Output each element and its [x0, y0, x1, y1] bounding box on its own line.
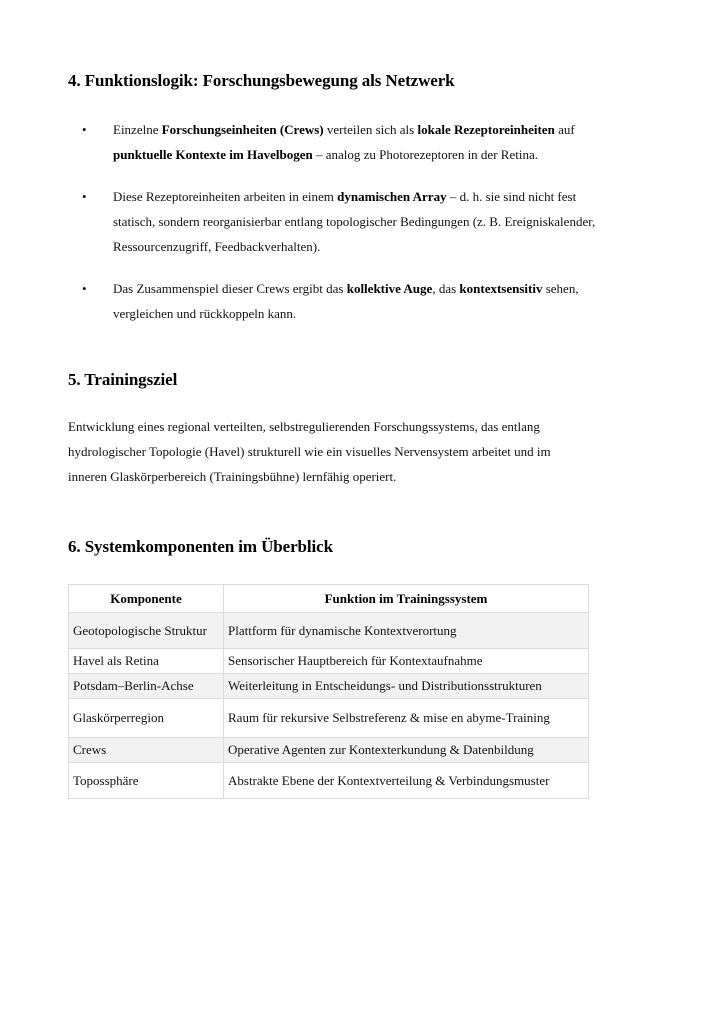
bullet-line: [113, 117, 674, 142]
bullet-line: [113, 209, 674, 234]
cell-komponente: Topossphäre: [69, 763, 224, 799]
paragraph-line: inneren Glaskörperbereich (Trainingsbühne) lernfähig operiert.: [68, 469, 397, 484]
bold-text: Forschungseinheiten (Crews): [161, 122, 324, 137]
cell-funktion: Abstrakte Ebene der Kontextverteilung & Verbindungsmuster: [224, 763, 589, 799]
bold-text: lokale Rezeptoreinheiten: [417, 122, 555, 137]
text-run: Diese Rezeptoreinheiten arbeiten in einem: [113, 189, 338, 204]
text-run: Das Zusammenspiel dieser Crews ergibt das: [113, 281, 347, 296]
text-run: auf: [554, 122, 575, 137]
bullet-line: [113, 276, 674, 301]
cell-funktion: Raum für rekursive Selbstreferenz & mise en abyme-Training: [224, 699, 589, 738]
text-run: , das: [432, 281, 460, 296]
table-row: [69, 649, 589, 674]
column-header-komponente: Komponente: [69, 585, 224, 613]
bold-text: dynamischen Array: [337, 189, 447, 204]
text-run: – analog zu Photorezeptoren in der Retina.: [312, 147, 538, 162]
cell-funktion: Plattform für dynamische Kontextverortung: [224, 613, 589, 649]
bold-text: punktuelle Kontexte im Havelbogen: [113, 147, 313, 162]
bullet-line: [113, 184, 674, 209]
system-components-table: [68, 584, 589, 799]
cell-komponente: Crews: [69, 738, 224, 763]
table-row: [69, 738, 589, 763]
cell-komponente: Havel als Retina: [69, 649, 224, 674]
table-row: [69, 613, 589, 649]
section-4-heading: 4. Funktionslogik: Forschungsbewegung als Netzwerk: [68, 71, 455, 90]
text-run: – d. h. sie sind nicht fest: [446, 189, 577, 204]
bullet-item: [0, 117, 724, 167]
bullet-icon: •: [82, 122, 87, 137]
cell-funktion: Operative Agenten zur Kontexterkundung & Datenbildung: [224, 738, 589, 763]
section-5-heading: 5. Trainingsziel: [68, 370, 178, 389]
text-run: Einzelne: [113, 122, 162, 137]
column-header-funktion: Funktion im Trainingssystem: [224, 585, 589, 613]
paragraph-line: hydrologischer Topologie (Havel) strukturell wie ein visuelles Nervensystem arbeitet und im: [68, 444, 551, 459]
text-run: vergleichen und rückkoppeln kann.: [113, 306, 297, 321]
cell-funktion: Sensorischer Hauptbereich für Kontextaufnahme: [224, 649, 589, 674]
bold-text: kontextsensitiv: [459, 281, 543, 296]
bullet-line: [113, 301, 674, 326]
bullet-line: [113, 142, 674, 167]
table-row: [69, 763, 589, 799]
section-6-heading: 6. Systemkomponenten im Überblick: [68, 537, 333, 556]
bullet-icon: •: [82, 189, 87, 204]
cell-komponente: Glaskörperregion: [69, 699, 224, 738]
text-run: statisch, sondern reorganisierbar entlang topologischer Bedingungen (z. B. Ereigniskalender,: [113, 214, 596, 229]
paragraph-line: Entwicklung eines regional verteilten, selbstregulierenden Forschungssystems, das entlang: [68, 419, 540, 434]
bullet-icon: •: [82, 281, 87, 296]
bullet-item: [0, 184, 724, 259]
text-run: verteilen sich als: [323, 122, 418, 137]
bullet-item: [0, 276, 724, 326]
section-4-bullet-list: [0, 117, 724, 326]
text-run: Ressourcenzugriff, Feedbackverhalten).: [113, 239, 321, 254]
section-5-paragraph: [68, 414, 668, 489]
bullet-line: [113, 234, 674, 259]
table-header-row: [69, 585, 589, 613]
cell-funktion: Weiterleitung in Entscheidungs- und Distributionsstrukturen: [224, 674, 589, 699]
text-run: sehen,: [542, 281, 579, 296]
cell-komponente: Geotopologische Struktur: [69, 613, 224, 649]
table-row: [69, 674, 589, 699]
table-row: [69, 699, 589, 738]
bold-text: kollektive Auge: [346, 281, 433, 296]
cell-komponente: Potsdam–Berlin-Achse: [69, 674, 224, 699]
